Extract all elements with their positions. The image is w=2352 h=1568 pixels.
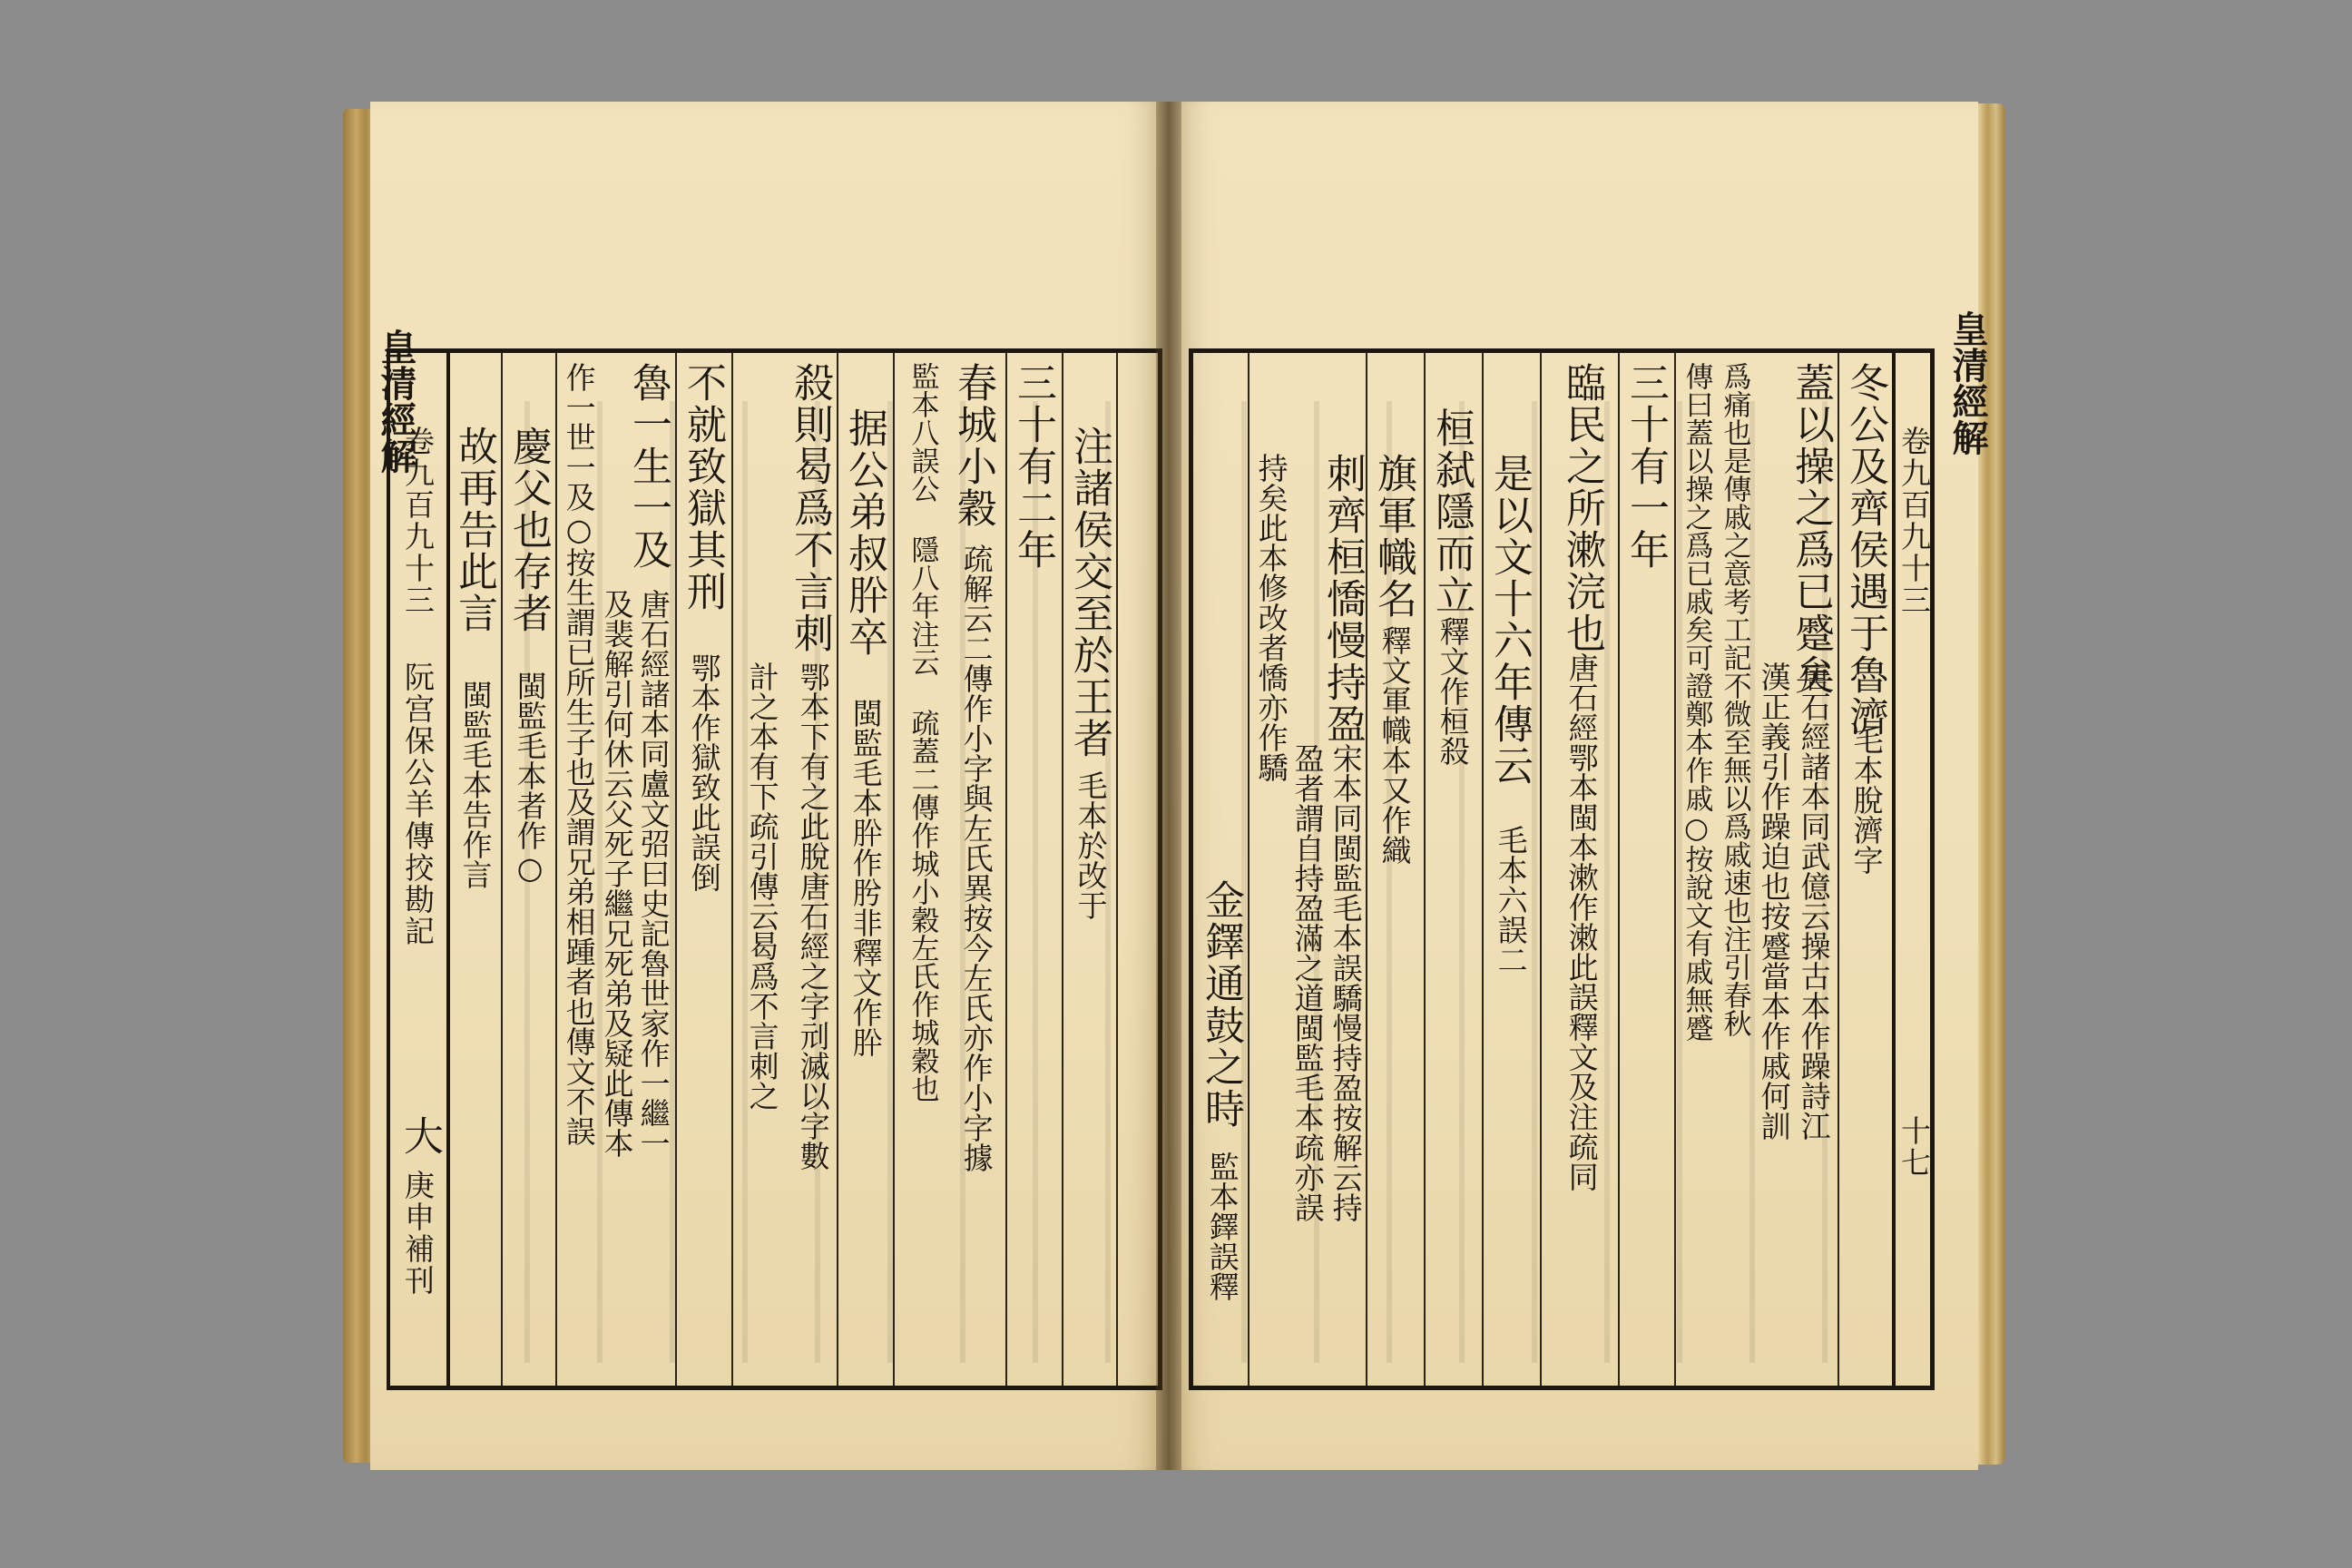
col-main: 刺齊桓憍慢持盈 xyxy=(1319,453,1366,745)
col-note: 釋文作桓殺 xyxy=(1435,616,1471,766)
left-column-6-7 xyxy=(731,353,838,1386)
right-column-9 xyxy=(1424,353,1484,1386)
col-main: 据公弟叔肸卒 xyxy=(841,407,887,658)
col-note: 漢正義引作躁迫也按蹙當本作戚何訓 xyxy=(1756,662,1792,1141)
left-margin-work: 阮宫保公羊傳挍勘記 xyxy=(400,662,436,947)
right-column-7 xyxy=(1540,353,1620,1386)
col-main: 是以文十六年傳云 xyxy=(1486,453,1533,787)
col-main: 三十有二年 xyxy=(1010,362,1056,571)
col-note: 宋本同閩監毛本誤驕慢持盈按解云持 xyxy=(1328,743,1364,1222)
col-main: 春城小穀 xyxy=(950,362,996,529)
right-column-11-13 xyxy=(1248,353,1367,1386)
col-note: 鄂本作獄致此誤倒 xyxy=(686,652,722,892)
col-note: 持矣此本修改者憍亦作驕 xyxy=(1253,453,1289,782)
book-right-edge xyxy=(1978,103,2005,1465)
right-column-2-5 xyxy=(1674,353,1839,1386)
col-main: 魯一生一及 xyxy=(625,362,671,571)
right-margin-page: 十七 xyxy=(1896,1115,1932,1179)
col-main: 旗軍幟名 xyxy=(1370,453,1416,620)
col-main: 蓋以操之爲已蹙矣 xyxy=(1788,362,1834,696)
left-column-1 xyxy=(1062,353,1118,1386)
right-margin-title: 皇清經解 xyxy=(1946,310,1989,456)
col-note: 盈者謂自持盈滿之道閩監毛本疏亦誤 xyxy=(1289,743,1326,1222)
right-column-8 xyxy=(1482,353,1542,1386)
right-margin-strip xyxy=(1892,353,1934,1386)
col-note: 監本八誤公 隱八年注云 疏蓋二傳作城小穀左氏作城穀也 xyxy=(906,362,939,1102)
left-column-9-11 xyxy=(555,353,677,1386)
open-book xyxy=(343,102,2005,1470)
col-note: 閩監毛本告作言 xyxy=(457,680,494,889)
book-gutter xyxy=(1156,102,1181,1470)
col-note: 毛本脫濟字 xyxy=(1848,725,1885,875)
col-note: 作一世一及○按生謂已所生子也及謂兄弟相踵者也傳文不誤 xyxy=(561,362,597,1146)
right-page xyxy=(1169,102,1989,1470)
col-note: 閩監毛本者作○ xyxy=(512,671,548,886)
left-column-8 xyxy=(675,353,733,1386)
left-margin-reprint: 庚申補刊 xyxy=(400,1170,436,1297)
left-margin-strip xyxy=(390,353,450,1386)
col-note: 毛本於改于 xyxy=(1073,770,1109,920)
col-note: 毛本六誤二 xyxy=(1493,825,1529,975)
col-note: 閩監毛本肸作肹非釋文作肸 xyxy=(848,698,884,1057)
col-note: 唐石經諸本同武億云操古本作躁詩江 xyxy=(1796,662,1832,1141)
left-column-5 xyxy=(837,353,895,1386)
col-note: 及裴解引何休云父死子繼兄死弟及疑此傳本 xyxy=(599,589,635,1158)
left-page xyxy=(370,102,1169,1470)
left-margin-page: 大 xyxy=(397,1115,443,1157)
col-main: 桓弑隱而立 xyxy=(1428,407,1475,616)
col-note: 疏解云二傳作小字與左氏異按今左氏亦作小字據 xyxy=(958,544,995,1172)
left-column-12 xyxy=(501,353,557,1386)
col-main: 注諸侯交至於王者 xyxy=(1066,426,1112,760)
col-main: 慶父也存者 xyxy=(505,426,552,634)
left-column-13 xyxy=(446,353,503,1386)
right-column-6 xyxy=(1618,353,1676,1386)
col-note: 計之本有下疏引傳云曷爲不言刺之 xyxy=(744,662,780,1111)
col-main: 金鐸通鼓之時 xyxy=(1198,879,1244,1130)
col-note: 唐石經鄂本閩本漱作潄此誤釋文及注疏同 xyxy=(1563,652,1600,1191)
col-main: 殺則曷爲不言刺 xyxy=(787,362,833,654)
col-note: 唐石經諸本同盧文弨曰史記魯世家作一繼一 xyxy=(635,589,671,1158)
col-note: 傳曰蓋以操之爲已戚矣可證鄭本作戚○按說文有戚無蹙 xyxy=(1680,362,1713,1042)
col-main: 三十有一年 xyxy=(1622,362,1669,571)
right-column-14 xyxy=(1193,353,1250,1386)
left-column-3-4 xyxy=(893,353,1007,1386)
col-main: 故再告此言 xyxy=(451,426,497,634)
right-margin-volume: 卷九百九十三 xyxy=(1896,426,1932,616)
right-text-frame xyxy=(1189,348,1935,1390)
col-note: 爲痛也是傳戚之意考工記不微至無以爲戚速也注引春秋 xyxy=(1718,362,1751,1037)
left-text-frame xyxy=(387,348,1162,1390)
col-main: 冬公及齊侯遇于魯濟 xyxy=(1842,362,1888,738)
col-note: 釋文軍幟本又作織 xyxy=(1377,625,1413,865)
left-margin-volume: 卷九百九十三 xyxy=(400,426,436,616)
right-column-1 xyxy=(1838,353,1894,1386)
col-main: 臨民之所漱浣也 xyxy=(1559,362,1605,654)
col-main: 不就致獄其刑 xyxy=(680,362,726,612)
col-note: 鄂本下有之此脫唐石經之字刓滅以字數 xyxy=(795,662,831,1171)
left-margin-title: 皇清經解 xyxy=(375,328,417,474)
left-column-2 xyxy=(1005,353,1063,1386)
col-note: 監本鐸誤釋 xyxy=(1204,1152,1240,1301)
right-column-10 xyxy=(1366,353,1426,1386)
